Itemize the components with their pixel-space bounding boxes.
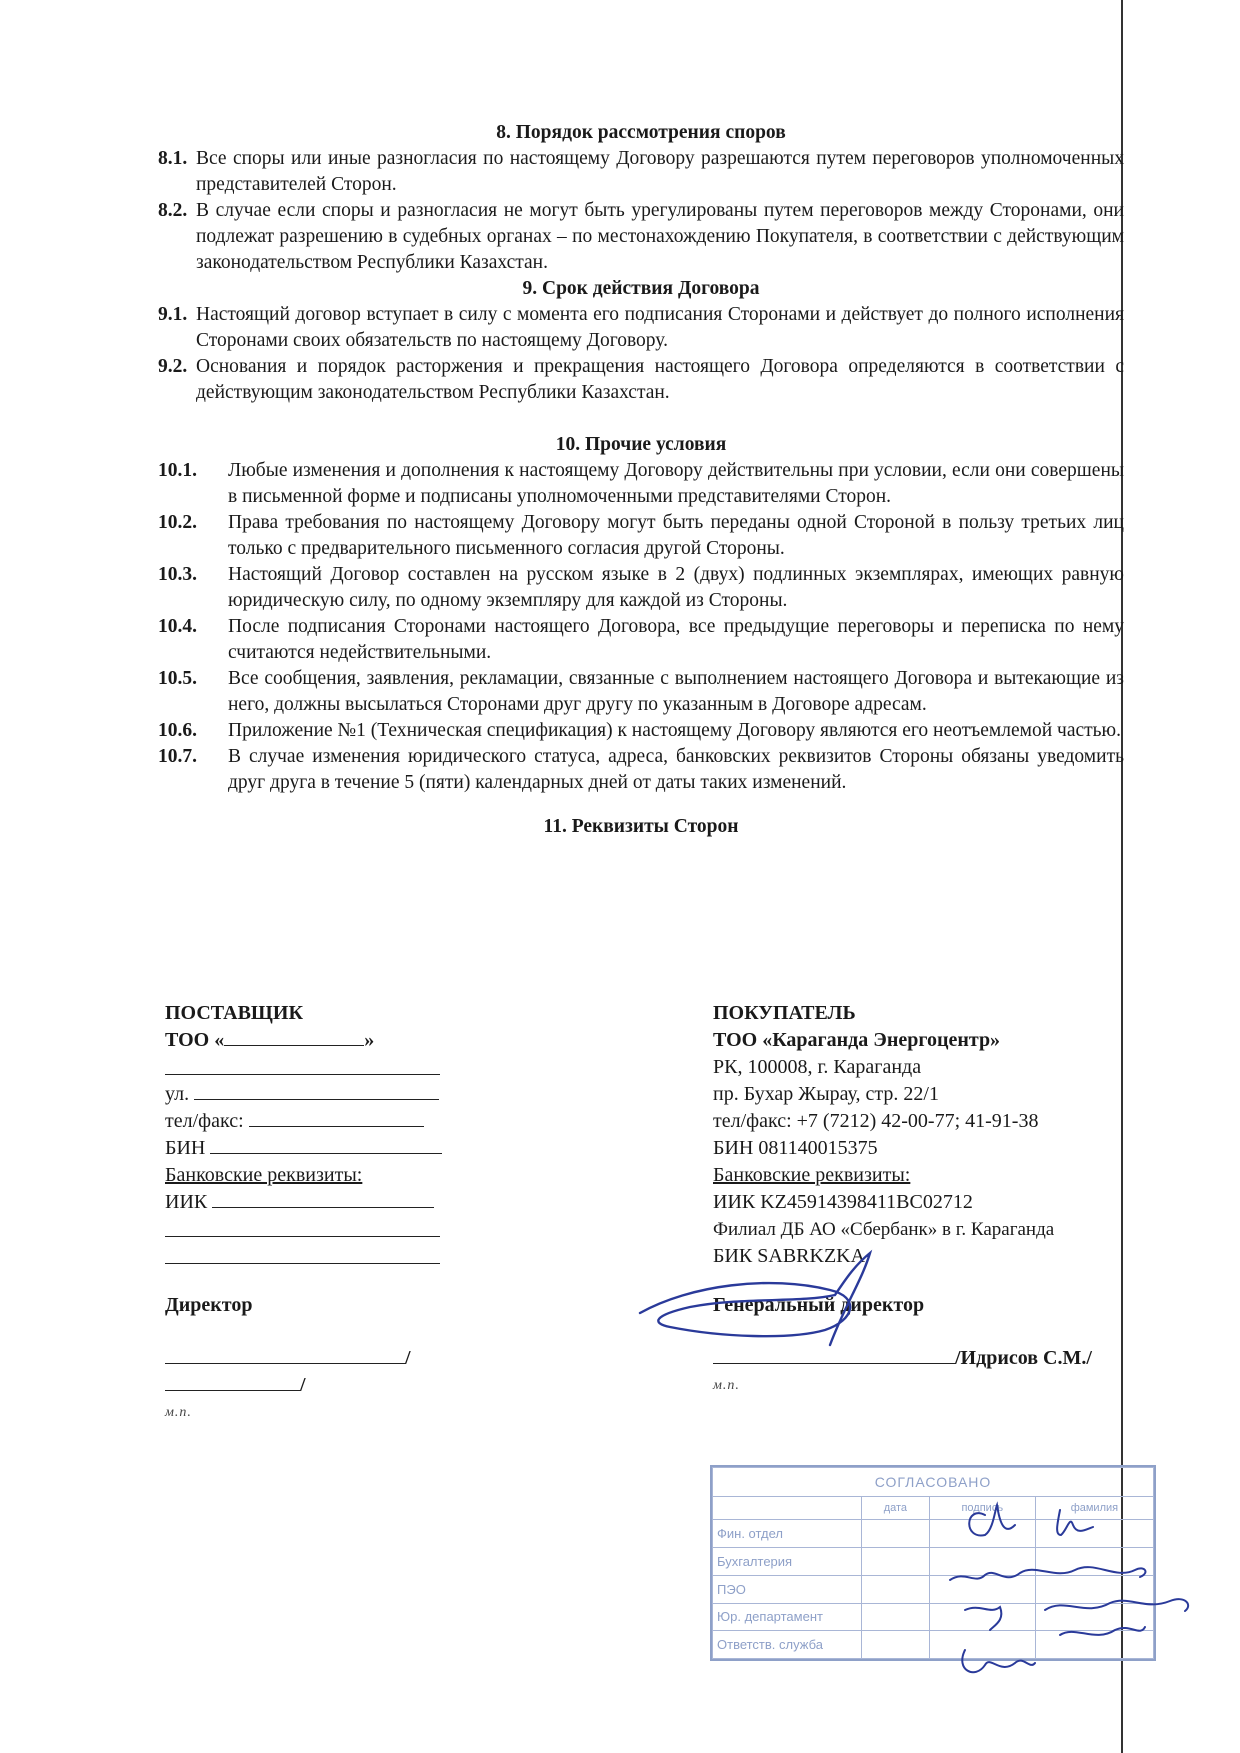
clause-10-5 (158, 666, 1124, 718)
buyer-bin: БИН 081140015375 (713, 1137, 878, 1159)
section-10-title: 10. Прочие условия (555, 434, 727, 455)
clause-text: Настоящий договор вступает в силу с момента его подписания Сторонами и действует до полного исполнения Сторонами своих обязательств по настоящему Договору. (196, 304, 1124, 351)
director-signature (630, 1245, 920, 1355)
section-11-title: 11. Реквизиты Сторон (543, 816, 739, 837)
clause-text: После подписания Сторонами настоящего Договора, все предыдущие переговоры и переписка по нему считаются недействительными. (228, 616, 1124, 663)
stamp-row-label: Бухгалтерия (713, 1548, 862, 1576)
buyer-phone: тел/факс: +7 (7212) 42-00-77; 41-91-38 (713, 1110, 1039, 1132)
clause-9-1 (158, 302, 1124, 354)
stamp-col-date: дата (862, 1497, 930, 1520)
supplier-signature-line: // (165, 1345, 465, 1399)
clause-number: 8.2. (158, 200, 188, 221)
clause-text: Права требования по настоящему Договору могут быть переданы одной Стороной в пользу третьих лиц только с предварительного письменного согласия другой Стороны. (228, 512, 1124, 559)
stamp-title: СОГЛАСОВАНО (713, 1468, 1154, 1497)
buyer-address-line1: РК, 100008, г. Караганда (713, 1056, 922, 1078)
buyer-heading: ПОКУПАТЕЛЬ (713, 1002, 856, 1024)
clause-10-2 (158, 510, 1124, 562)
blank-line (165, 1243, 440, 1264)
blank-line (194, 1081, 439, 1100)
blank-line (249, 1108, 424, 1127)
blank-line (210, 1135, 442, 1154)
phone-label: тел/факс: (165, 1110, 244, 1132)
clause-text: В случае изменения юридического статуса, адреса, банковских реквизитов Стороны обязаны уведомить друг друга в течение 5 (пяти) календарных дней от даты таких изменений. (228, 746, 1124, 793)
supplier-company-suffix: » (364, 1029, 375, 1051)
clause-text: Любые изменения и дополнения к настоящему Договору действительны при условии, если они совершены в письменной форме и подписаны уполномоченными представителями Сторон. (228, 460, 1124, 507)
supplier-bin (165, 1135, 465, 1162)
buyer-director-label: Генеральный директор (713, 1294, 925, 1316)
bin-label: БИН (165, 1137, 206, 1159)
clause-10-6 (158, 718, 1124, 744)
blank-line (165, 1216, 440, 1237)
stamp-col-sign: подпись (929, 1497, 1035, 1520)
buyer-signatory: /Идрисов С.М./ (955, 1347, 1092, 1369)
clause-9-2 (158, 354, 1124, 406)
stamp-row-label: Фин. отдел (713, 1520, 862, 1548)
supplier-phone (165, 1108, 465, 1135)
buyer-bank-label: Банковские реквизиты: (713, 1164, 911, 1186)
supplier-company-prefix: ТОО « (165, 1029, 225, 1051)
buyer-bank-branch: Филиал ДБ АО «Сбербанк» в г. Караганда (713, 1219, 1055, 1240)
clause-number: 10.4. (158, 616, 197, 637)
clause-10-1 (158, 458, 1124, 510)
clause-number: 10.1. (158, 460, 197, 481)
blank-line (165, 1372, 300, 1391)
supplier-bank-label: Банковские реквизиты: (165, 1164, 363, 1186)
buyer-company: ТОО «Караганда Энергоцентр» (713, 1029, 1001, 1051)
clause-text: Все сообщения, заявления, рекламации, связанные с выполнением настоящего Договора и вытекающие из него, должны высылаться Сторонами друг другу по указанным в Договоре адресам. (228, 668, 1124, 715)
clause-10-4 (158, 614, 1124, 666)
clause-10-3 (158, 562, 1124, 614)
clause-number: 10.7. (158, 746, 197, 767)
clause-number: 10.5. (158, 668, 197, 689)
clause-number: 8.1. (158, 148, 188, 169)
supplier-heading: ПОСТАВЩИК (165, 1002, 303, 1024)
clause-8-1 (158, 146, 1124, 198)
supplier-street (165, 1081, 465, 1108)
supplier-director-label: Директор (165, 1294, 253, 1316)
blank-line (224, 1027, 364, 1046)
buyer-iik: ИИК KZ45914398411BC02712 (713, 1191, 973, 1213)
clause-number: 10.2. (158, 512, 197, 533)
stamp-row-label: ПЭО (713, 1575, 862, 1603)
clause-number: 9.2. (158, 356, 188, 377)
buyer-bik: БИК SABRKZKA (713, 1245, 866, 1267)
buyer-address-line2: пр. Бухар Жырау, стр. 22/1 (713, 1083, 939, 1105)
clause-text: В случае если споры и разногласия не могут быть урегулированы путем переговоров между Сторонами, они подлежат разрешению в судебных органах – по местонахождению Покупателя, в соответствии с действующим законодательством Республики Казахстан. (196, 200, 1124, 273)
street-label: ул. (165, 1083, 190, 1105)
stamp-col-surname: фамилия (1035, 1497, 1153, 1520)
clause-text: Основания и порядок расторжения и прекращения настоящего Договора определяются в соответствии с действующим законодательством Республики Казахстан. (196, 356, 1124, 403)
supplier-company (165, 1027, 465, 1054)
section-9-title: 9. Срок действия Договора (522, 278, 760, 299)
clause-8-2 (158, 198, 1124, 276)
blank-line (165, 1345, 405, 1364)
supplier-stamp-place: м.п. (165, 1405, 192, 1420)
stamp-row-label: Ответств. служба (713, 1631, 862, 1659)
iik-label: ИИК (165, 1191, 208, 1213)
stamp-handwritten-signatures (945, 1485, 1205, 1695)
clause-10-7 (158, 744, 1124, 796)
clause-number: 10.6. (158, 720, 197, 741)
blank-line (212, 1189, 434, 1208)
blank-line (165, 1054, 440, 1075)
supplier-details (165, 1000, 465, 1426)
clause-text: Настоящий Договор составлен на русском языке в 2 (двух) подлинных экземплярах, имеющих равную юридическую силу, по одному экземпляру для каждой из Стороны. (228, 564, 1124, 611)
clause-number: 9.1. (158, 304, 188, 325)
clause-text: Приложение №1 (Техническая спецификация) к настоящему Договору являются его неотъемлемой частью. (228, 720, 1121, 741)
stamp-row-label: Юр. департамент (713, 1603, 862, 1631)
supplier-iik (165, 1189, 465, 1216)
buyer-stamp-place: м.п. (713, 1378, 740, 1393)
clause-text: Все споры или иные разногласия по настоящему Договору разрешаются путем переговоров уполномоченных представителей Сторон. (196, 148, 1124, 195)
contract-text (158, 120, 1124, 840)
section-8-title: 8. Порядок рассмотрения споров (496, 122, 786, 143)
clause-number: 10.3. (158, 564, 197, 585)
